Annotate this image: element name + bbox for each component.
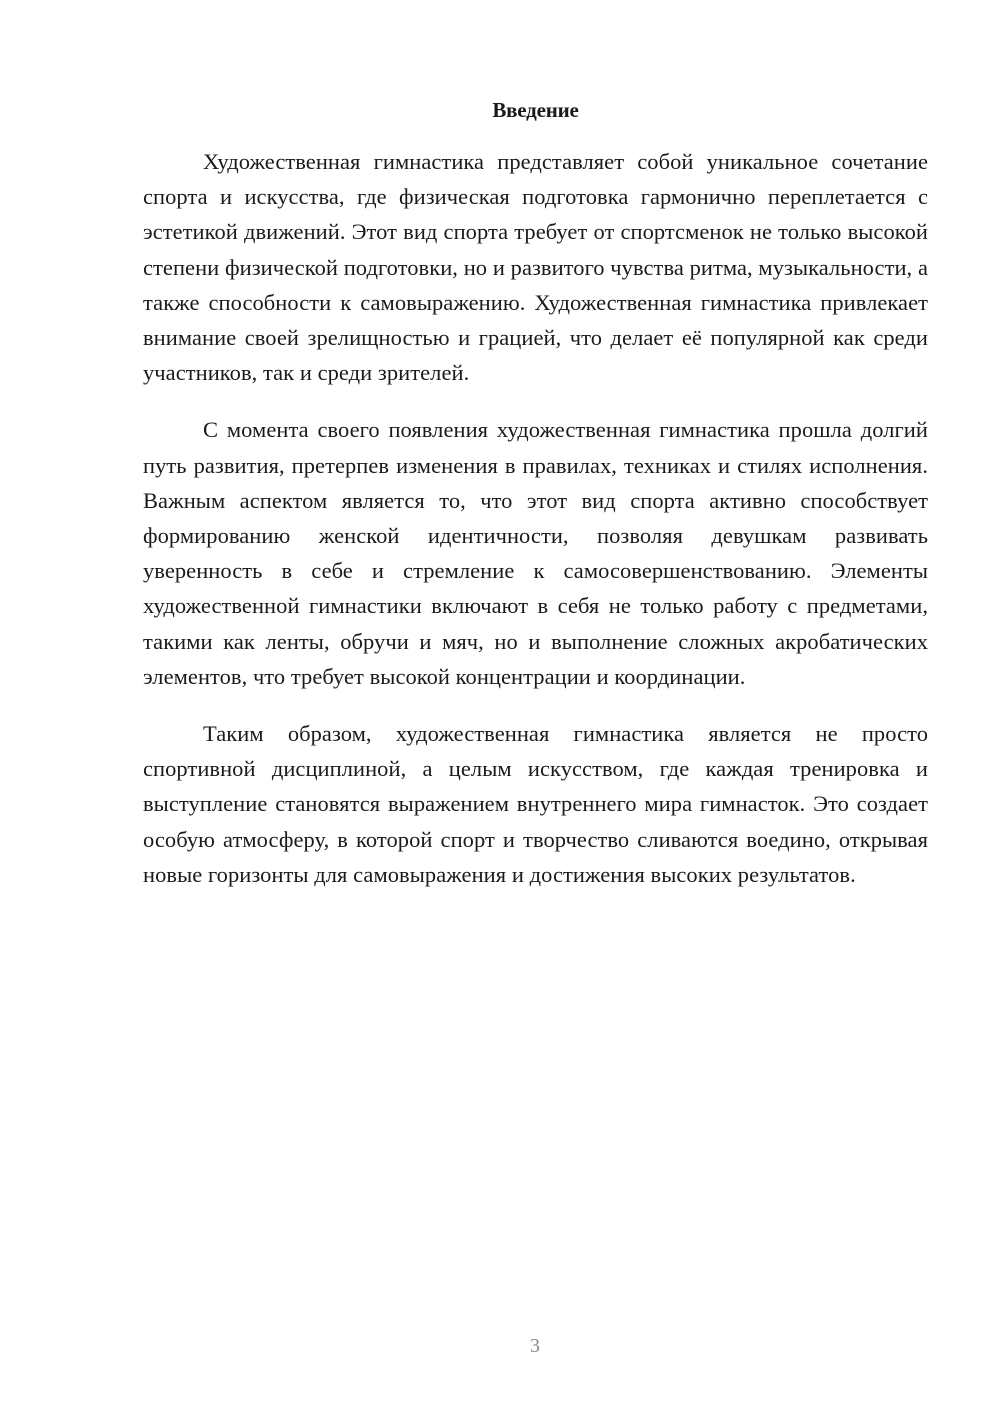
paragraph-3: Таким образом, художественная гимнастика является не просто спортивной дисциплиной, а целым искусством, где каждая тренировка и выступление становятся выражением внутреннего мира гимнасток. Это создает особую атмосферу, в которой спорт и творчество сливаются воедино, открывая новые горизонты для самовыражения и достижения высоких результатов. xyxy=(143,721,928,887)
page-content xyxy=(143,96,928,914)
page-number: 3 xyxy=(530,1335,540,1357)
paragraph-2: С момента своего появления художественная гимнастика прошла долгий путь развития, претерпев изменения в правилах, техниках и стилях исполнения. Важным аспектом является то, что этот вид спорта активно способствует формированию женской идентичности, позволяя девушкам развивать уверенность в себе и стремление к самосовершенствованию. Элементы художественной гимнастики включают в себя не только работу с предметами, такими как ленты, обручи и мяч, но и выполнение сложных акробатических элементов, что требует высокой концентрации и координации. xyxy=(143,417,928,689)
paragraph-1: Художественная гимнастика представляет собой уникальное сочетание спорта и искусства, где физическая подготовка гармонично переплетается с эстетикой движений. Этот вид спорта требует от спортсменок не только высокой степени физической подготовки, но и развитого чувства ритма, музыкальности, а также способности к самовыражению. Художественная гимнастика привлекает внимание своей зрелищностью и грацией, что делает её популярной как среди участников, так и среди зрителей. xyxy=(143,149,928,386)
page-heading: Введение xyxy=(492,98,579,122)
